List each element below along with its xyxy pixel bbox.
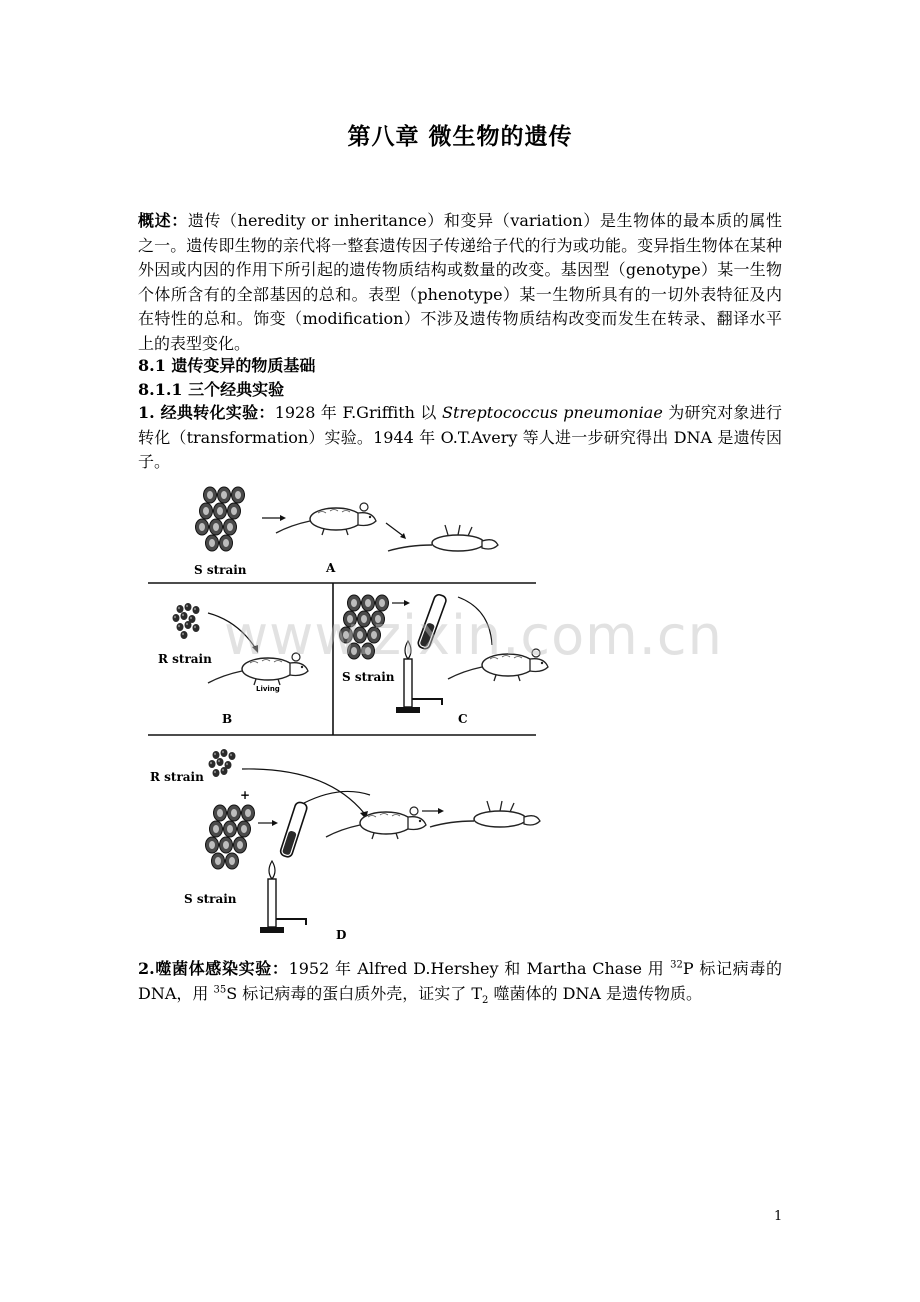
watermark: www.zixin.com.cn (224, 604, 723, 667)
test-tube-c (417, 593, 447, 650)
experiment-2-text-3: S 标记病毒的蛋白质外壳，证实了 T (226, 983, 483, 1003)
panel-d (150, 749, 540, 942)
mouse-d (326, 807, 426, 839)
experiment-2-text-2: P 标记病毒的 DNA，用 (138, 959, 782, 1003)
panel-b-label: B (222, 712, 233, 726)
s-strain-cells-a (196, 487, 245, 551)
page-number: 1 (774, 1209, 783, 1224)
panel-c-label: C (458, 712, 468, 726)
r-strain-label-d: R strain (150, 770, 204, 784)
isotope-32-superscript: 32 (670, 959, 683, 971)
experiment-2-paragraph (138, 957, 782, 1006)
experiment-2-label: 2.噬菌体感染实验： (138, 959, 289, 978)
panel-a (194, 487, 498, 577)
plus-sign: + (240, 788, 251, 802)
panel-c (340, 593, 549, 726)
griffith-experiment-figure (140, 483, 560, 943)
mouse-c (448, 649, 548, 681)
mouse-a (276, 503, 376, 535)
griffith-figure-svg (140, 483, 560, 943)
s-strain-label-c: S strain (342, 670, 395, 684)
species-name: Streptococcus pneumoniae (442, 403, 663, 422)
overview-label: 概述： (138, 211, 188, 230)
isotope-35-superscript: 35 (213, 984, 227, 996)
s-strain-cells-d (206, 805, 255, 869)
panel-b (158, 603, 308, 726)
r-strain-cells-d (209, 749, 236, 777)
t2-subscript: 2 (482, 994, 489, 1006)
experiment-2-text-1: 1952 年 Alfred D.Hershey 和 Martha Chase 用 (288, 959, 671, 978)
experiment-1-text-b: 为研究对象进行转化（transformation）实验。1944 年 O.T.Avery 等人进一步研究得出 DNA 是遗传因子。 (138, 403, 783, 471)
mouse-b (208, 653, 308, 685)
section-heading-8-1-1: 8.1.1 三个经典实验 (138, 380, 285, 399)
s-strain-cells-c (340, 595, 389, 659)
living-label: Living (256, 685, 280, 693)
experiment-1-label: 1. 经典转化实验： (138, 403, 275, 422)
r-strain-cells-b (173, 603, 200, 639)
experiment-2-text-4: 噬菌体的 DNA 是遗传物质。 (488, 983, 703, 1003)
panel-d-label: D (336, 928, 347, 942)
burner-d (260, 861, 306, 933)
s-strain-label-a: S strain (194, 563, 247, 577)
s-strain-label-d: S strain (184, 892, 237, 906)
r-strain-label-b: R strain (158, 652, 212, 666)
dead-mouse-d (430, 801, 540, 827)
experiment-1-paragraph (138, 401, 782, 475)
section-heading-8-1: 8.1 遗传变异的物质基础 (138, 356, 316, 375)
experiment-1-text-a: 1928 年 F.Griffith 以 (274, 403, 443, 422)
burner-c (396, 641, 442, 713)
chapter-title: 第八章 微生物的遗传 (347, 123, 573, 150)
overview-text: 遗传（heredity or inheritance）和变异（variation）是生物体的最本质的属性之一。遗传即生物的亲代将一整套遗传因子传递给子代的行为或功能。变异指生物体在某种外因或内因的作用下所引起的遗传物质结构或数量的改变。基因型（genotype）某一生物个体所含有的全部基因的总和。表型（phenotype）某一生物所具有的一切外表特征及内在特性的总和。饰变（modification）不涉及遗传物质结构改变而发生在转录、翻译水平上的表型变化。 (138, 211, 782, 353)
panel-a-label: A (326, 561, 336, 575)
test-tube-d (279, 801, 308, 858)
overview-paragraph (138, 209, 782, 356)
